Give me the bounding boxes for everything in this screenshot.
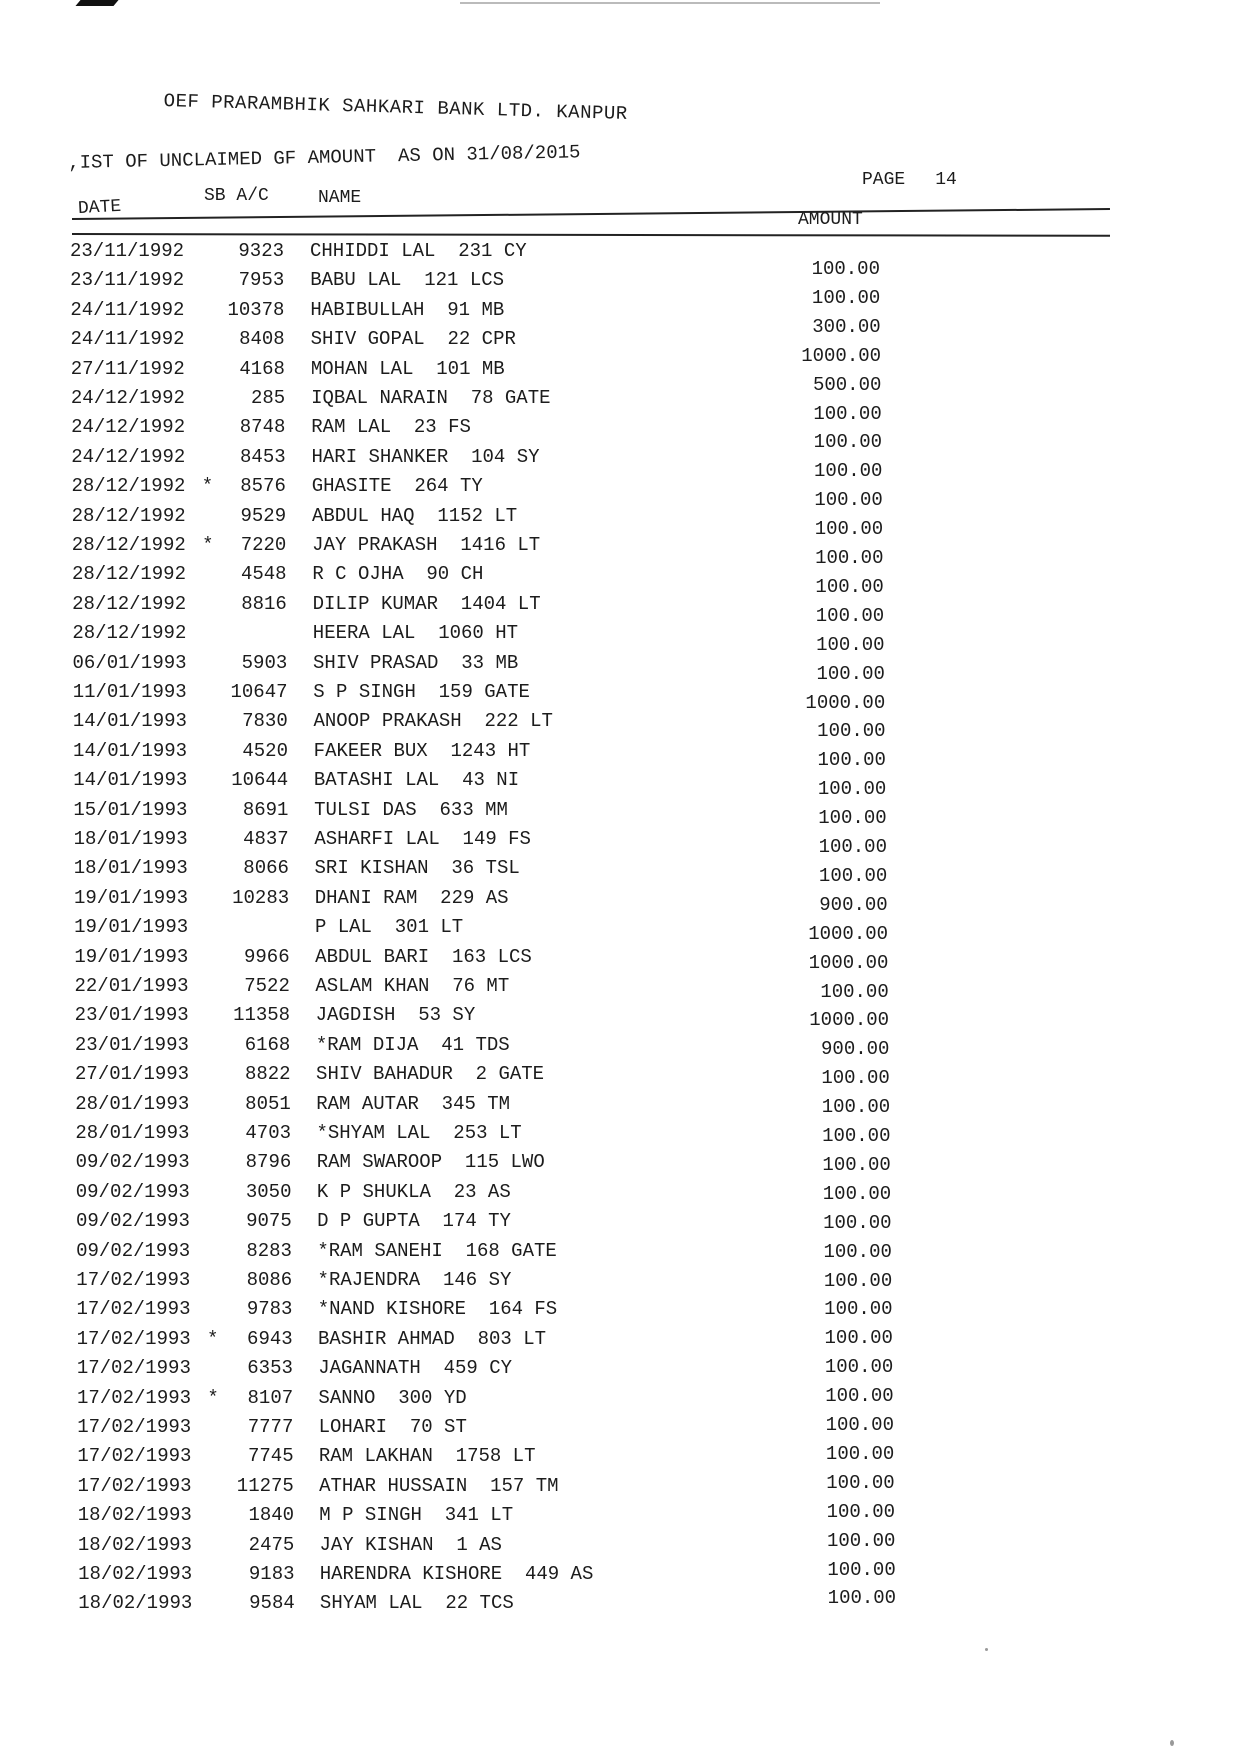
row-account-number: 4837 (243, 828, 289, 850)
row-account-number: 4168 (239, 357, 285, 380)
row-account-number: 8796 (245, 1151, 292, 1174)
row-date: 28/12/1992 (72, 622, 187, 645)
row-account-number: 3050 (245, 1180, 292, 1203)
amount-value: 1000.00 (809, 1009, 890, 1032)
row-name: TULSI DAS 633 MM (314, 798, 508, 821)
table-row (0, 416, 1240, 444)
table-row (0, 1122, 1240, 1150)
row-star-mark: * (206, 1327, 219, 1350)
amount-value: 100.00 (814, 460, 883, 483)
row-date: 17/02/1993 (77, 1416, 192, 1438)
row-account-number: 9529 (240, 504, 287, 527)
column-header-date: DATE (77, 196, 122, 220)
table-row (0, 328, 1240, 356)
row-account-number: 285 (250, 387, 286, 409)
amount-value: 100.00 (818, 807, 887, 830)
row-date: 09/02/1993 (75, 1210, 190, 1233)
amount-value: 100.00 (825, 1442, 895, 1465)
row-date: 09/02/1993 (75, 1151, 190, 1174)
header-rule-top (72, 208, 1110, 220)
row-date: 28/12/1992 (71, 504, 186, 527)
page-label: PAGE (862, 170, 906, 190)
amount-value: 100.00 (814, 489, 883, 512)
row-name: MOHAN LAL 101 MB (310, 357, 505, 380)
row-name: ASLAM KHAN 76 MT (315, 975, 510, 997)
row-date: 17/02/1993 (76, 1298, 191, 1321)
table-row (0, 1063, 1240, 1091)
row-name: BASHIR AHMAD 803 LT (317, 1327, 547, 1350)
row-account-number: 8066 (243, 857, 289, 880)
amount-value: 100.00 (824, 1298, 893, 1321)
column-header-amount: AMOUNT (798, 210, 863, 230)
row-star-mark: * (202, 534, 214, 556)
amount-value: 100.00 (811, 286, 881, 309)
table-row (0, 1592, 1240, 1620)
scan-speck (985, 1648, 988, 1651)
row-account-number: 8453 (240, 445, 286, 468)
row-name: SHIV GOPAL 22 CPR (310, 328, 516, 351)
as-on-date: AS ON 31/08/2015 (397, 141, 581, 168)
row-account-number: 11358 (233, 1004, 291, 1027)
row-date: 28/12/1992 (71, 475, 186, 498)
row-date: 28/12/1992 (71, 534, 186, 556)
table-row (0, 710, 1240, 738)
row-account-number: 7777 (247, 1416, 294, 1438)
table-row (0, 1093, 1240, 1121)
page-indicator (862, 170, 957, 190)
amount-value: 100.00 (814, 518, 884, 541)
amount-value: 100.00 (823, 1240, 892, 1263)
row-account-number: 10378 (227, 298, 285, 321)
row-account-number: 8051 (245, 1092, 291, 1115)
amount-value: 100.00 (815, 604, 885, 627)
amount-value: 900.00 (819, 893, 888, 916)
row-name: BATASHI LAL 43 NI (313, 769, 520, 792)
amount-value: 100.00 (826, 1471, 895, 1494)
row-star-mark: * (207, 1386, 219, 1409)
row-name: JAGDISH 53 SY (315, 1004, 476, 1027)
row-name: DILIP KUMAR 1404 LT (312, 592, 541, 615)
amount-value: 100.00 (816, 633, 885, 656)
amount-value: 100.00 (826, 1500, 896, 1523)
row-name: S P SINGH 159 GATE (313, 681, 530, 703)
table-row (0, 652, 1240, 680)
table-row (0, 1504, 1240, 1532)
row-date: 17/02/1993 (76, 1327, 191, 1350)
row-date: 17/02/1993 (76, 1357, 191, 1380)
row-name: *SHYAM LAL 253 LT (316, 1122, 522, 1144)
amount-value: 1000.00 (805, 691, 886, 714)
row-name: SHIV PRASAD 33 MB (313, 651, 519, 674)
row-date: 19/01/1993 (74, 916, 189, 939)
row-date: 19/01/1993 (73, 886, 188, 909)
table-row (0, 269, 1240, 297)
table-row (0, 299, 1240, 327)
row-account-number: 7953 (238, 269, 285, 292)
row-name: *RAJENDRA 146 SY (317, 1269, 512, 1291)
row-name: HARI SHANKER 104 SY (311, 445, 540, 468)
row-name: BABU LAL 121 LCS (310, 269, 505, 292)
table-row (0, 358, 1240, 386)
row-account-number: 7522 (244, 975, 290, 997)
row-date: 22/01/1993 (74, 975, 189, 997)
row-date: 24/12/1992 (71, 416, 186, 439)
amount-value: 500.00 (812, 373, 882, 396)
row-date: 19/01/1993 (74, 945, 189, 968)
amount-value: 100.00 (824, 1356, 894, 1379)
table-row (0, 798, 1240, 830)
row-date: 18/02/1993 (77, 1504, 192, 1527)
row-name: HARENDRA KISHORE 449 AS (319, 1563, 594, 1585)
column-header-name: NAME (318, 188, 362, 208)
column-header-sb-ac: SB A/C (204, 186, 269, 206)
amount-value: 100.00 (820, 980, 889, 1003)
row-date: 18/02/1993 (78, 1563, 193, 1585)
row-date: 28/01/1993 (75, 1092, 190, 1115)
row-name: SHYAM LAL 22 TCS (319, 1592, 514, 1615)
table-row (0, 387, 1240, 415)
row-account-number: 8748 (239, 416, 286, 439)
row-name: SRI KISHAN 36 TSL (314, 857, 520, 880)
row-date: 24/12/1992 (70, 387, 185, 409)
row-account-number: 6943 (247, 1327, 293, 1350)
row-account-number: 9966 (244, 945, 290, 968)
scan-speck (1170, 1740, 1174, 1746)
row-date: 28/12/1992 (71, 563, 186, 586)
amount-value: 900.00 (821, 1038, 890, 1061)
row-account-number: 8576 (240, 475, 286, 498)
row-date: 24/11/1992 (70, 298, 185, 321)
amount-value: 1000.00 (801, 344, 882, 367)
row-account-number: 4703 (245, 1122, 292, 1144)
row-date: 28/01/1993 (75, 1122, 190, 1144)
row-date: 17/02/1993 (76, 1269, 191, 1291)
amount-value: 100.00 (823, 1269, 893, 1292)
row-name: ANOOP PRAKASH 222 LT (313, 710, 553, 733)
table-row (0, 975, 1240, 1003)
row-account-number: 9584 (249, 1592, 295, 1615)
row-date: 09/02/1993 (75, 1180, 190, 1203)
row-account-number: 1840 (248, 1504, 295, 1527)
table-row (0, 563, 1240, 591)
table-row (0, 1416, 1240, 1444)
amount-value: 100.00 (817, 778, 887, 801)
row-date: 11/01/1993 (72, 681, 187, 703)
list-title: ,IST OF UNCLAIMED GF AMOUNT (68, 145, 377, 174)
table-row (0, 1387, 1240, 1415)
row-date: 27/11/1992 (70, 357, 185, 380)
row-date: 18/01/1993 (73, 828, 188, 850)
row-date: 23/01/1993 (74, 1004, 189, 1027)
row-date: 17/02/1993 (77, 1474, 192, 1497)
amount-value: 100.00 (813, 402, 882, 425)
amount-value: 100.00 (825, 1414, 894, 1436)
row-date: 23/11/1992 (70, 269, 185, 292)
amount-value: 1000.00 (808, 922, 889, 945)
row-name: RAM AUTAR 345 TM (316, 1092, 511, 1115)
row-date: 06/01/1993 (72, 651, 187, 674)
table-row (0, 240, 1240, 268)
table-row (0, 1442, 1240, 1473)
row-name: JAGANNATH 459 CY (318, 1357, 513, 1380)
scan-edge-line (460, 2, 880, 4)
table-row (0, 740, 1240, 768)
table-row (0, 1151, 1240, 1179)
row-name: RAM LAKHAN 1758 LT (318, 1445, 536, 1468)
row-date: 28/12/1992 (72, 592, 187, 615)
table-row (0, 946, 1240, 974)
row-date: 14/01/1993 (72, 710, 187, 733)
amount-value: 100.00 (817, 720, 886, 743)
row-date: 14/01/1993 (73, 739, 188, 762)
table-row (0, 505, 1240, 533)
row-account-number: 9075 (246, 1210, 292, 1233)
amount-value: 100.00 (825, 1385, 894, 1408)
row-name: K P SHUKLA 23 AS (316, 1180, 511, 1203)
row-date: 17/02/1993 (77, 1445, 192, 1468)
row-name: R C OJHA 90 CH (312, 563, 484, 586)
row-account-number: 10647 (230, 681, 288, 703)
bank-title: OEF PRARAMBHIK SAHKARI BANK LTD. KANPUR (163, 90, 629, 125)
row-name: RAM SWAROOP 115 LWO (316, 1151, 545, 1174)
row-account-number: 2475 (248, 1533, 295, 1556)
amount-value: 100.00 (815, 575, 884, 598)
amount-value: 100.00 (818, 836, 887, 858)
row-account-number: 8408 (239, 328, 285, 351)
row-name: *RAM DIJA 41 TDS (315, 1033, 510, 1056)
table-row (0, 475, 1240, 503)
list-title-line (68, 141, 581, 174)
table-row (0, 681, 1240, 709)
scan-edge-mark (75, 0, 118, 6)
row-account-number: 7830 (242, 710, 288, 733)
table-row (0, 1034, 1240, 1062)
row-account-number: 8107 (247, 1386, 294, 1409)
row-account-number: 10644 (231, 769, 289, 792)
table-row (0, 1269, 1240, 1297)
row-account-number: 5903 (241, 651, 288, 674)
row-name: *RAM SANEHI 168 GATE (317, 1239, 557, 1262)
row-date: 14/01/1993 (73, 769, 188, 792)
row-account-number: 11275 (236, 1474, 294, 1497)
row-account-number: 8086 (246, 1269, 293, 1291)
amount-value: 100.00 (811, 258, 880, 280)
table-row (0, 769, 1240, 797)
row-name: ABDUL BARI 163 LCS (315, 945, 532, 968)
amount-value: 300.00 (812, 315, 881, 338)
row-name: HEERA LAL 1060 HT (312, 622, 519, 645)
row-account-number: 8283 (246, 1239, 292, 1262)
row-date: 18/02/1993 (77, 1533, 192, 1556)
row-date: 27/01/1993 (75, 1063, 190, 1086)
table-row (0, 887, 1240, 915)
amount-value: 100.00 (827, 1587, 897, 1610)
row-account-number: 9323 (238, 240, 284, 262)
row-date: 24/12/1992 (71, 445, 186, 468)
row-name: GHASITE 264 TY (311, 475, 483, 498)
row-account-number: 10283 (232, 886, 290, 909)
row-name: JAY PRAKASH 1416 LT (312, 534, 541, 556)
row-date: 18/02/1993 (78, 1592, 193, 1615)
row-name: IQBAL NARAIN 78 GATE (311, 387, 551, 409)
row-account-number: 4548 (240, 563, 287, 586)
row-date: 18/01/1993 (73, 857, 188, 880)
table-row (0, 1563, 1240, 1591)
page-number: 14 (935, 170, 957, 190)
row-date: 23/11/1992 (70, 240, 185, 262)
table-row (0, 1240, 1240, 1268)
table-row (0, 916, 1240, 944)
row-account-number: 6353 (247, 1357, 293, 1380)
row-date: 17/02/1993 (77, 1386, 192, 1409)
row-name: DHANI RAM 229 AS (314, 886, 509, 909)
amount-value: 100.00 (826, 1529, 896, 1552)
amount-value: 100.00 (824, 1327, 893, 1350)
table-row (0, 593, 1240, 621)
row-name: M P SINGH 341 LT (319, 1504, 514, 1527)
table-row (0, 1328, 1240, 1356)
row-name: SHIV BAHADUR 2 GATE (316, 1063, 545, 1086)
table-row (0, 1181, 1240, 1209)
amount-value: 100.00 (822, 1182, 892, 1205)
header-rule-bottom (72, 233, 1110, 237)
row-date: 24/11/1992 (70, 328, 185, 351)
row-account-number: 7220 (240, 534, 287, 556)
row-date: 23/01/1993 (74, 1033, 189, 1056)
row-account-number: 6168 (244, 1033, 291, 1056)
row-date: 09/02/1993 (76, 1239, 191, 1262)
row-name: P LAL 301 LT (314, 916, 464, 939)
row-name: JAY KISHAN 1 AS (319, 1533, 502, 1556)
row-name: D P GUPTA 174 TY (317, 1210, 511, 1233)
row-name: ATHAR HUSSAIN 157 TM (319, 1474, 559, 1497)
amount-value: 100.00 (822, 1153, 891, 1176)
row-name: ASHARFI LAL 149 FS (314, 828, 531, 850)
row-account-number: 7745 (247, 1445, 294, 1468)
amount-value: 100.00 (816, 662, 885, 685)
row-name: CHHIDDI LAL 231 CY (310, 240, 527, 262)
row-account-number: 9183 (248, 1563, 295, 1585)
row-name: *NAND KISHORE 164 FS (317, 1298, 558, 1321)
amount-value: 100.00 (822, 1125, 891, 1147)
row-date: 15/01/1993 (73, 798, 188, 821)
table-row (0, 446, 1240, 474)
table-row (0, 1534, 1240, 1562)
amount-value: 100.00 (813, 431, 883, 454)
table-row (0, 828, 1240, 856)
row-name: SANNO 300 YD (318, 1386, 467, 1409)
table-row (0, 1357, 1240, 1385)
row-account-number: 8691 (242, 798, 289, 821)
table-row (0, 622, 1240, 650)
row-account-number: 9783 (246, 1298, 293, 1321)
amount-value: 100.00 (818, 864, 888, 887)
row-name: HABIBULLAH 91 MB (310, 298, 505, 321)
row-name: RAM LAL 23 FS (311, 416, 471, 439)
amount-value: 1000.00 (808, 951, 889, 974)
row-account-number: 8822 (244, 1063, 291, 1086)
row-account-number: 4520 (242, 739, 288, 762)
table-row (0, 1475, 1240, 1503)
amount-value: 100.00 (827, 1558, 896, 1581)
table-row (0, 534, 1240, 562)
row-name: LOHARI 70 ST (318, 1416, 467, 1438)
row-name: ABDUL HAQ 1152 LT (311, 504, 518, 527)
amount-value: 100.00 (823, 1211, 892, 1234)
amount-value: 100.00 (817, 749, 886, 772)
amount-value: 100.00 (815, 547, 884, 569)
row-name: FAKEER BUX 1243 HT (313, 739, 531, 762)
row-account-number: 8816 (241, 592, 287, 615)
row-star-mark: * (201, 475, 214, 498)
table-row (0, 1298, 1240, 1326)
amount-value: 100.00 (821, 1067, 890, 1090)
table-row (0, 1210, 1240, 1238)
amount-value: 100.00 (821, 1096, 891, 1119)
table-row (0, 1004, 1240, 1032)
table-row (0, 857, 1240, 885)
